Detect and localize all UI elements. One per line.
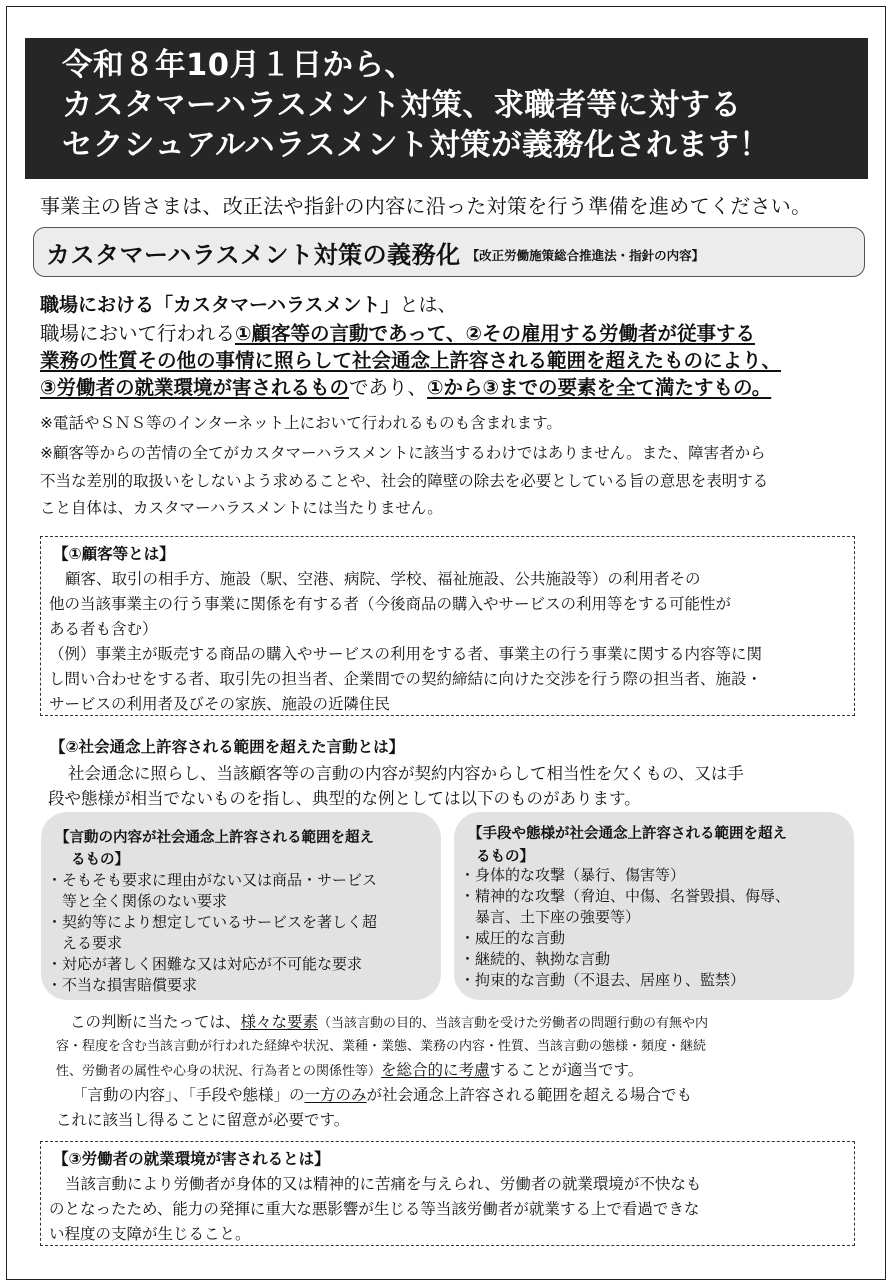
box3-line: のとなったため、能力の発揮に重大な悪影響が生じる等当該労働者が就業する上で看過できな bbox=[49, 1200, 700, 1218]
box1-line: ある者も含む） bbox=[49, 620, 158, 638]
content-examples-title-2: るもの】 bbox=[71, 852, 129, 868]
banner-line-2: カスタマーハラスメント対策、求職者等に対する bbox=[62, 88, 742, 123]
manner-examples-title-2: るもの】 bbox=[476, 849, 534, 865]
manner-example-item: ・拘束的な言動（不退去、居座り、監禁） bbox=[460, 971, 746, 989]
content-example-item: 等と全く関係のない要求 bbox=[47, 892, 228, 910]
content-example-item: ・契約等により想定しているサービスを著しく超 bbox=[47, 913, 378, 931]
definition-line-3a: ③労働者の就業環境が害されるもの bbox=[40, 376, 350, 399]
definition-title-rest: とは、 bbox=[399, 294, 457, 316]
judgment-l4b: 一方のみ bbox=[304, 1086, 367, 1104]
content-example-item: ・不当な損害賠償要求 bbox=[47, 976, 198, 994]
content-example-item: ・対応が著しく困難な又は対応が不可能な要求 bbox=[47, 955, 363, 973]
box3-line: い程度の支障が生じること。 bbox=[49, 1225, 251, 1243]
content-example-item: える要求 bbox=[47, 934, 123, 952]
definition-line-2: 業務の性質その他の事情に照らして社会通念上許容される範囲を超えたものにより、 bbox=[40, 349, 782, 372]
section2-title: 【②社会通念上許容される範囲を超えた言動とは】 bbox=[50, 738, 405, 756]
judgment-line-3 bbox=[56, 1058, 643, 1080]
title-banner bbox=[25, 38, 868, 179]
judgment-line-4 bbox=[72, 1083, 692, 1105]
manner-example-item: ・身体的な攻撃（暴行、傷害等） bbox=[460, 866, 686, 884]
judgment-l3a: 性、労働者の属性や心身の状況、行為者との関係性等） bbox=[56, 1064, 382, 1079]
manner-examples-box bbox=[454, 812, 854, 1000]
work-environment-box bbox=[40, 1141, 855, 1246]
content-examples-box bbox=[41, 812, 441, 1000]
note-2-line-2: 不当な差別的取扱いをしないよう求めることや、社会的障壁の除去を必要としている旨の意思を表明する bbox=[40, 472, 769, 490]
section-heading-tag: 【改正労働施策総合推進法・指針の内容】 bbox=[466, 248, 705, 263]
judgment-l1b: 様々な要素 bbox=[240, 1013, 319, 1031]
content-examples-title-1: 【言動の内容が社会通念上許容される範囲を超え bbox=[55, 830, 374, 846]
customer-definition-box bbox=[40, 536, 855, 716]
judgment-l1a: この判断に当たっては、 bbox=[70, 1013, 241, 1031]
definition-title-bold: 職場における「カスタマーハラスメント」 bbox=[40, 294, 400, 316]
judgment-l2: 容・程度を含む当該言動が行われた経緯や状況、業種・業態、業務の内容・性質、当該言動の態様・頻度・継続 bbox=[56, 1039, 707, 1054]
definition-body bbox=[40, 320, 870, 401]
banner-line-3: セクシュアルハラスメント対策が義務化されます！ bbox=[62, 128, 771, 163]
note-2-line-1: ※顧客等からの苦情の全てがカスタマーハラスメントに該当するわけではありません。また、障害者から bbox=[40, 444, 766, 462]
manner-example-item: ・継続的、執拗な言動 bbox=[460, 950, 611, 968]
judgment-l3c: することが適当です。 bbox=[489, 1061, 644, 1079]
manner-example-item: 暴言、土下座の強要等） bbox=[460, 908, 641, 926]
intro-text: 事業主の皆さまは、改正法や指針の内容に沿った対策を行う準備を進めてください。 bbox=[40, 194, 812, 218]
judgment-line-5: これに該当し得ることに留意が必要です。 bbox=[56, 1111, 350, 1129]
definition-line-1b: ①顧客等の言動であって、②その雇用する労働者が従事する bbox=[235, 322, 755, 345]
judgment-l4a: 「言動の内容」、「手段や態様」の bbox=[72, 1086, 305, 1104]
manner-example-item: ・威圧的な言動 bbox=[460, 929, 566, 947]
judgment-line-1 bbox=[70, 1010, 708, 1032]
judgment-l1c: （当該言動の目的、当該言動を受けた労働者の問題行動の有無や内 bbox=[318, 1016, 709, 1031]
judgment-l3b: を総合的に考慮 bbox=[381, 1061, 490, 1079]
banner-line-1: 令和８年10月１日から、 bbox=[62, 48, 416, 83]
box1-line: 顧客、取引の相手方、施設（駅、空港、病院、学校、福祉施設、公共施設等）の利用者その bbox=[65, 570, 701, 588]
box1-line: （例）事業主が販売する商品の購入やサービスの利用をする者、事業主の行う事業に関する内容等に関 bbox=[49, 645, 763, 663]
manner-examples-title-1: 【手段や態様が社会通念上許容される範囲を超え bbox=[468, 826, 787, 842]
content-example-item: ・そもそも要求に理由がない又は商品・サービス bbox=[47, 871, 378, 889]
box1-title: 【①顧客等とは】 bbox=[53, 545, 175, 563]
section2-line-1: 社会通念に照らし、当該顧客等の言動の内容が契約内容からして相当性を欠くもの、又は手 bbox=[68, 764, 744, 783]
manner-example-item: ・精神的な攻撃（脅迫、中傷、名誉毀損、侮辱、 bbox=[460, 887, 791, 905]
section-heading-title: カスタマーハラスメント対策の義務化 bbox=[46, 240, 461, 269]
box3-title: 【③労働者の就業環境が害されるとは】 bbox=[53, 1150, 330, 1168]
section-heading bbox=[33, 227, 865, 277]
definition-title bbox=[40, 290, 457, 317]
judgment-l4c: が社会通念上許容される範囲を超える場合でも bbox=[366, 1086, 693, 1104]
box1-line: サービスの利用者及びその家族、施設の近隣住民 bbox=[49, 695, 391, 713]
box1-line: し問い合わせをする者、取引先の担当者、企業間での契約締結に向けた交渉を行う際の担当者、施設・ bbox=[49, 670, 763, 688]
box1-line: 他の当該事業主の行う事業に関係を有する者（今後商品の購入やサービスの利用等をする可能性が bbox=[49, 595, 732, 613]
box3-line: 当該言動により労働者が身体的又は精神的に苦痛を与えられ、労働者の就業環境が不快なも bbox=[65, 1175, 702, 1193]
definition-line-1a: 職場において行われる bbox=[40, 322, 236, 345]
note-1: ※電話やＳＮＳ等のインターネット上において行われるものも含まれます。 bbox=[40, 414, 562, 432]
definition-line-3c: ①から③までの要素を全て満たすもの。 bbox=[427, 376, 772, 399]
note-2-line-3: こと自体は、カスタマーハラスメントには当たりません。 bbox=[40, 499, 443, 517]
definition-line-3b: であり、 bbox=[349, 376, 428, 399]
judgment-line-2 bbox=[56, 1035, 706, 1054]
section2-line-2: 段や態様が相当でないものを指し、典型的な例としては以下のものがあります。 bbox=[48, 789, 641, 808]
